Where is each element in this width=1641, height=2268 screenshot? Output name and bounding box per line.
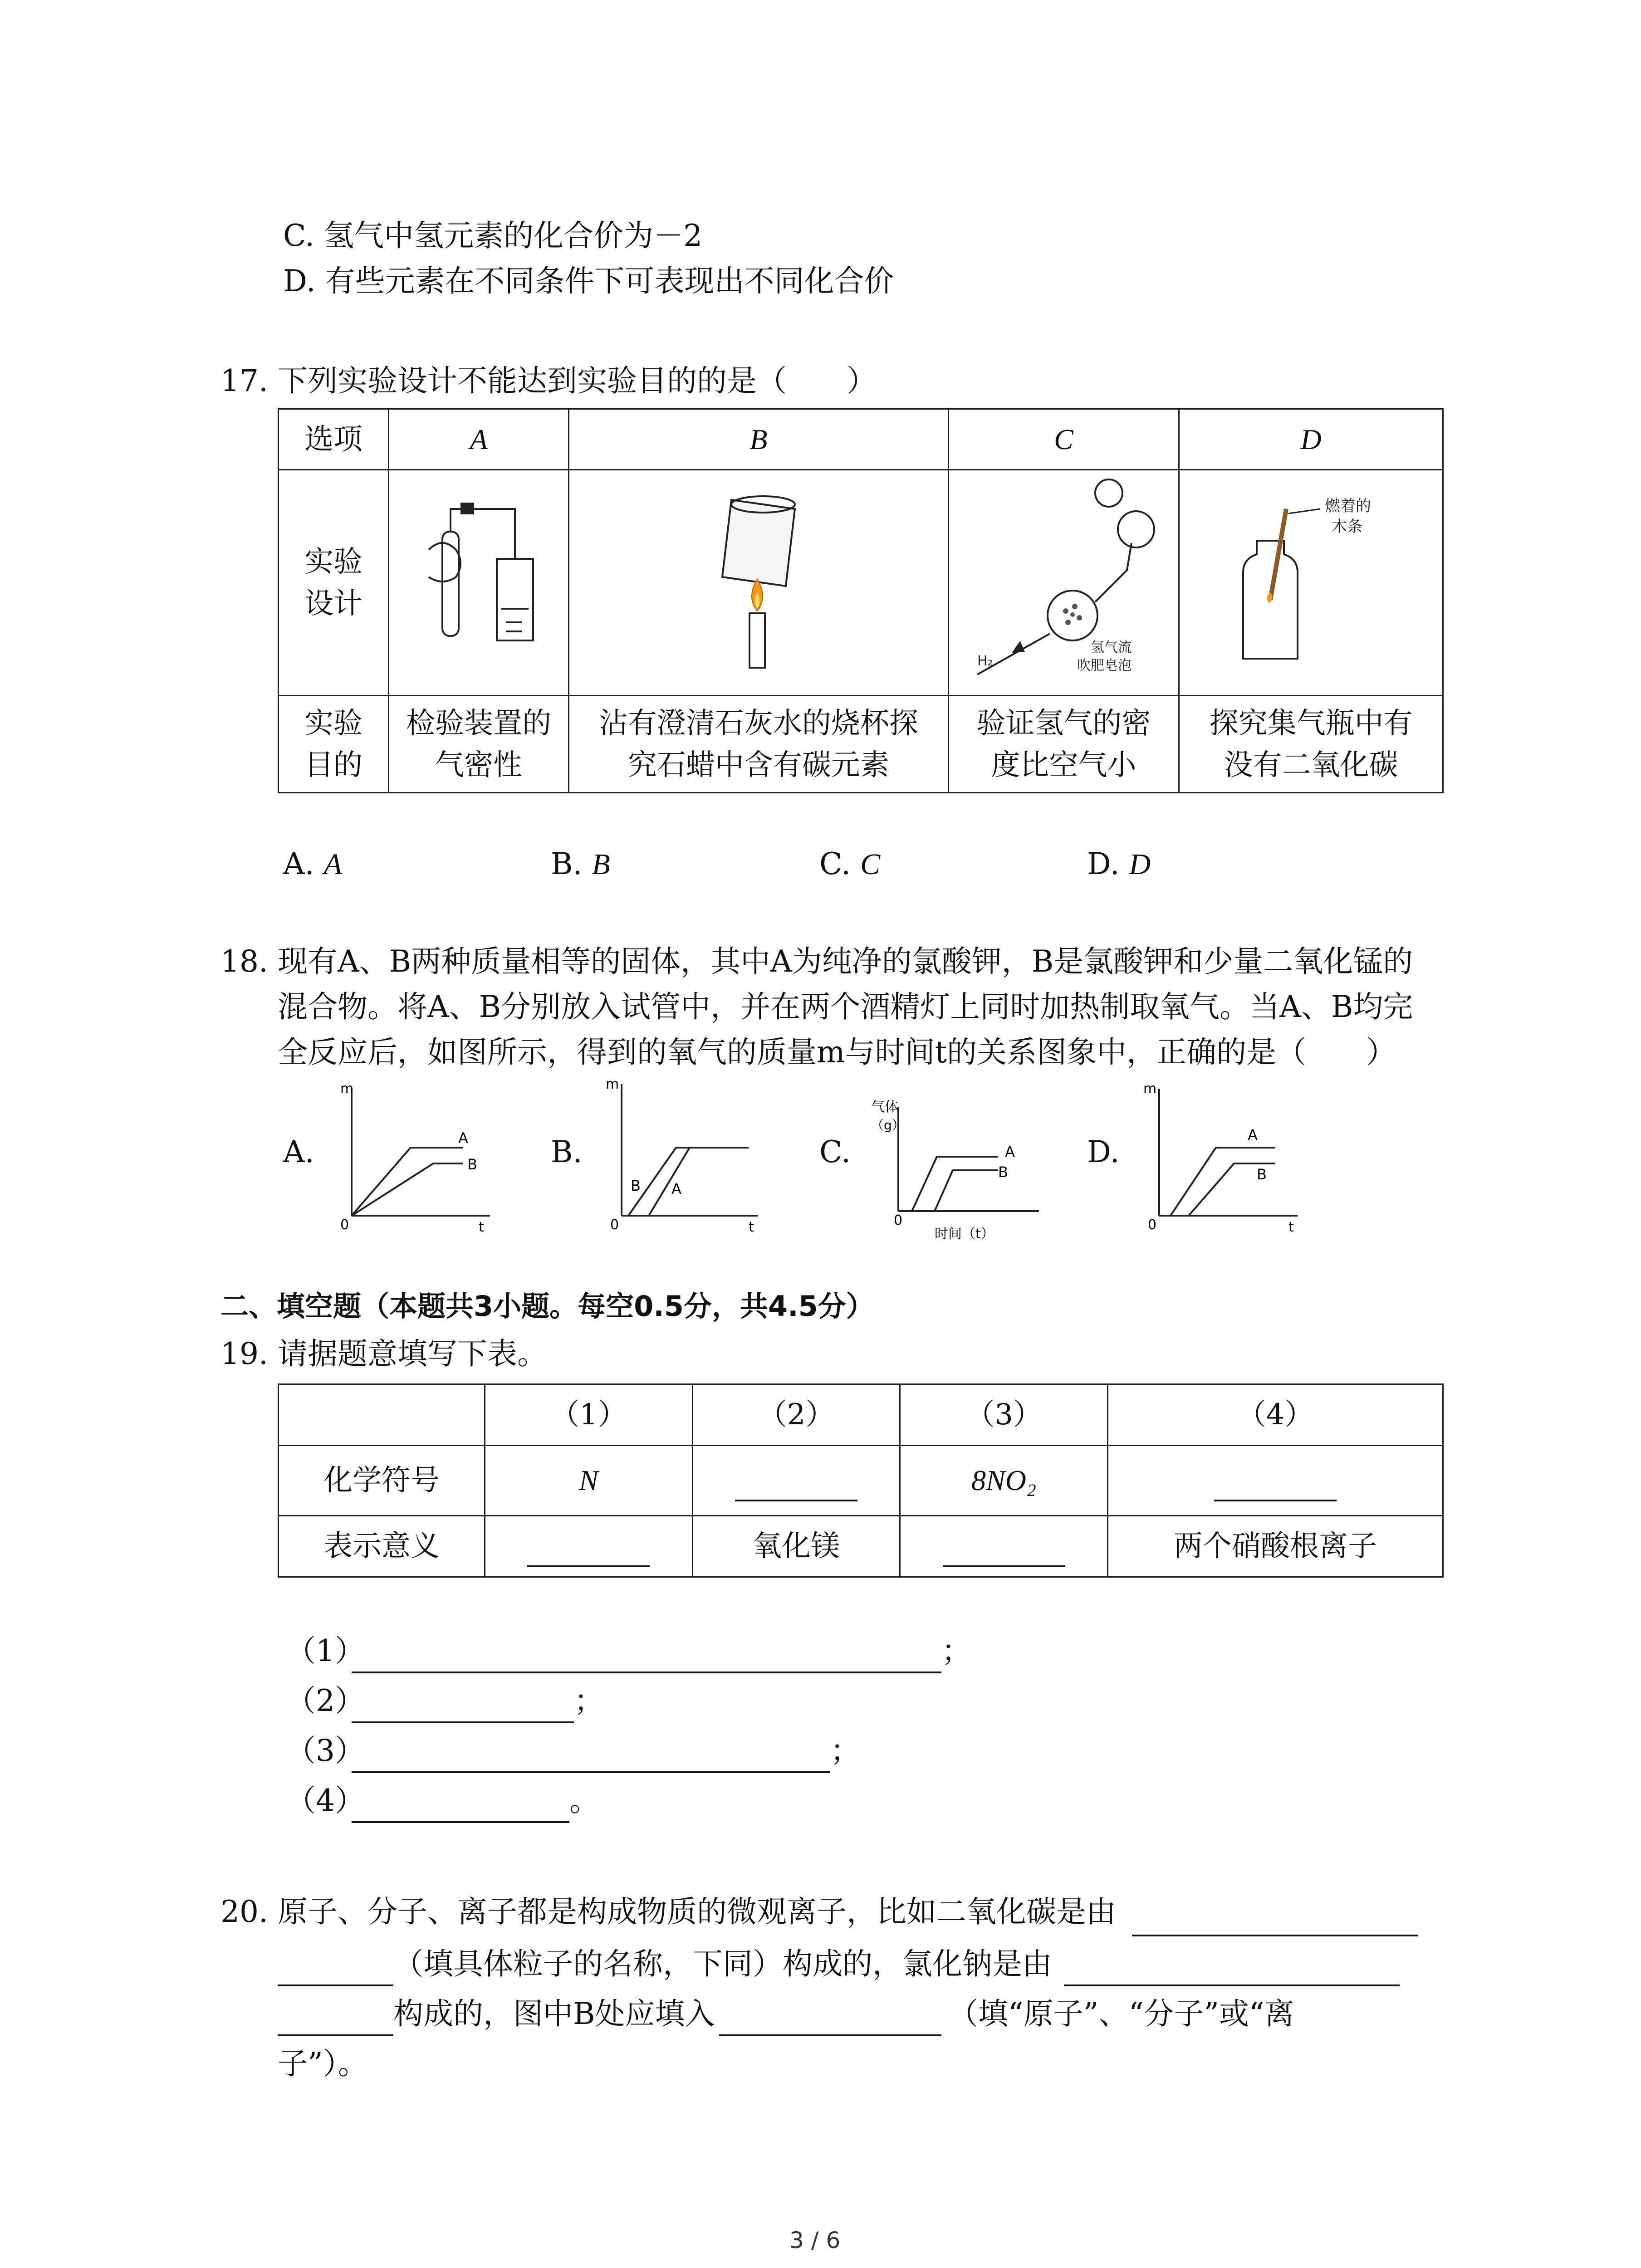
svg-text:m: m [1143, 1081, 1157, 1097]
q19-answer-3: （3） [286, 1733, 365, 1768]
q19-symbol-n: N [485, 1446, 693, 1516]
q20-line-1: 20. 原子、分子、离子都是构成物质的微观离子，比如二氧化碳是由 [220, 1894, 1116, 1929]
svg-text:0: 0 [894, 1212, 903, 1228]
q19-answer-1: （1） [286, 1633, 365, 1668]
q17-header-label: 选项 [279, 409, 389, 470]
q20-line-3a: 构成的，图中B处应填入 [393, 1996, 715, 2031]
q17-goal-d: 探究集气瓶中有 没有二氧化碳 [1179, 696, 1443, 793]
option-d-prev: D. 有些元素在不同条件下可表现出不同化合价 [283, 264, 894, 298]
q17-image-d [1179, 470, 1443, 696]
q19-header-4: （4） [1107, 1384, 1443, 1446]
svg-text:A: A [1005, 1143, 1015, 1160]
q19-blank-r2c3[interactable] [900, 1516, 1108, 1577]
q18-option-c[interactable]: C. [819, 1134, 851, 1169]
q19-answer-1-line[interactable] [352, 1644, 941, 1673]
q17-image-b [569, 470, 949, 696]
q17-col-b: B [569, 409, 949, 470]
q19-answer-3-line[interactable] [352, 1744, 830, 1773]
q20-line-3b: （填“原子”、“分子”或“离 [948, 1996, 1294, 2031]
q19-meaning-mgo: 氧化镁 [692, 1516, 900, 1577]
q17-answer-b[interactable]: B. B [551, 846, 610, 881]
q19-answer-4-line[interactable] [352, 1794, 569, 1823]
svg-text:时间（t）: 时间（t） [935, 1226, 994, 1242]
q19-meaning-no3: 两个硝酸根离子 [1107, 1516, 1443, 1577]
svg-text:B: B [631, 1177, 641, 1194]
q17-answer-d[interactable]: D. D [1087, 846, 1151, 881]
svg-text:B: B [467, 1156, 477, 1173]
svg-text:m: m [340, 1081, 354, 1097]
svg-text:0: 0 [1148, 1217, 1157, 1233]
q20-blank-1a[interactable] [1132, 1907, 1418, 1936]
q20-blank-1b[interactable] [278, 1957, 393, 1986]
page-number: 3 / 6 [789, 2227, 841, 2253]
airtight-check-illustration [411, 491, 547, 663]
q19-blank-r1c2[interactable] [692, 1446, 900, 1516]
q19-header-1: （1） [485, 1384, 693, 1446]
q19-symbol-no2: 8NO₂ [900, 1446, 1108, 1516]
q20-blank-2b[interactable] [278, 2007, 393, 2036]
q17-col-c: C [948, 409, 1179, 470]
svg-text:t: t [1288, 1219, 1294, 1234]
svg-text:B: B [1257, 1166, 1267, 1183]
question-17-stem: 17. 下列实验设计不能达到实验目的的是（ ） [220, 363, 877, 398]
q19-stem: 19. 请据题意填写下表。 [220, 1336, 547, 1371]
burning-stick-illustration [1207, 486, 1416, 668]
q18-option-d[interactable]: D. [1087, 1134, 1120, 1169]
svg-text:t: t [479, 1219, 484, 1234]
candle-beaker-illustration [663, 482, 854, 672]
svg-text:0: 0 [610, 1217, 619, 1233]
svg-text:t: t [749, 1219, 754, 1234]
svg-text:A: A [458, 1129, 468, 1147]
svg-text:m: m [606, 1076, 619, 1092]
q17-image-c [948, 470, 1179, 696]
svg-text:B: B [998, 1163, 1008, 1181]
q18-option-b[interactable]: B. [551, 1134, 583, 1169]
q17-goal-c: 验证氢气的密 度比空气小 [948, 696, 1179, 793]
option-c-prev: C. 氢气中氢元素的化合价为－2 [283, 218, 703, 253]
q18-graph-a [331, 1080, 504, 1234]
q17-table [278, 408, 1444, 793]
c-label-1: 氢气流 [1091, 640, 1132, 655]
svg-text:A: A [671, 1180, 681, 1198]
q20-blank-3[interactable] [719, 2007, 941, 2036]
q19-blank-r2c1[interactable] [485, 1516, 693, 1577]
q18-line-1: 18. 现有A、B两种质量相等的固体，其中A为纯净的氯酸钾，B是氯酸钾和少量二氧化锰的 [220, 944, 1413, 979]
q17-goal-a: 检验装置的 气密性 [389, 696, 569, 793]
q17-row-design-label: 实验 设计 [279, 470, 389, 696]
d-label-1: 燃着的 [1324, 497, 1371, 515]
q20-line-2: （填具体粒子的名称，下同）构成的，氯化钠是由 [393, 1946, 1052, 1981]
q19-answer-2: （2） [286, 1683, 365, 1718]
q17-row-goal-label: 实验 目的 [279, 696, 389, 793]
q18-option-a[interactable]: A. [283, 1134, 314, 1169]
q17-answer-c[interactable]: C. C [819, 846, 881, 881]
q19-answer-2-line[interactable] [352, 1694, 574, 1723]
svg-text:气体: 气体 [871, 1099, 898, 1115]
c-h2-label: H₂ [977, 653, 994, 669]
c-label-2: 吹肥皂泡 [1077, 658, 1132, 674]
q19-row1-label: 化学符号 [279, 1446, 485, 1516]
q18-graph-b [599, 1075, 771, 1234]
q18-graph-d [1134, 1080, 1316, 1234]
q19-header-0 [279, 1384, 485, 1446]
d-label-2: 木条 [1331, 518, 1362, 536]
q17-col-d: D [1179, 409, 1443, 470]
q19-blank-r1c4[interactable] [1107, 1446, 1443, 1516]
q17-image-a [389, 470, 569, 696]
q20-blank-2a[interactable] [1064, 1957, 1400, 1986]
q17-goal-b: 沾有澄清石灰水的烧杯探 究石蜡中含有碳元素 [569, 696, 949, 793]
q17-answer-a[interactable]: A. A [283, 846, 342, 881]
svg-text:（g）: （g） [871, 1118, 905, 1133]
q18-line-2: 混合物。将A、B分别放入试管中，并在两个酒精灯上同时加热制取氧气。当A、B均完 [278, 989, 1413, 1024]
svg-text:0: 0 [340, 1217, 349, 1233]
q18-graph-c [871, 1098, 1062, 1243]
q18-line-3: 全反应后，如图所示，得到的氧气的质量m与时间t的关系图象中，正确的是（ ） [278, 1035, 1396, 1070]
q19-header-3: （3） [900, 1384, 1108, 1446]
section-2-title: 二、填空题（本题共3小题。每空0.5分，共4.5分） [220, 1290, 874, 1323]
q20-line-4: 子”）。 [278, 2046, 368, 2081]
svg-text:A: A [1248, 1126, 1258, 1144]
q19-row2-label: 表示意义 [279, 1516, 485, 1577]
q19-answer-4: （4） [286, 1783, 365, 1818]
hydrogen-bubble-illustration [959, 470, 1168, 684]
q19-header-2: （2） [692, 1384, 900, 1446]
q17-col-a: A [389, 409, 569, 470]
q19-table [278, 1383, 1444, 1578]
